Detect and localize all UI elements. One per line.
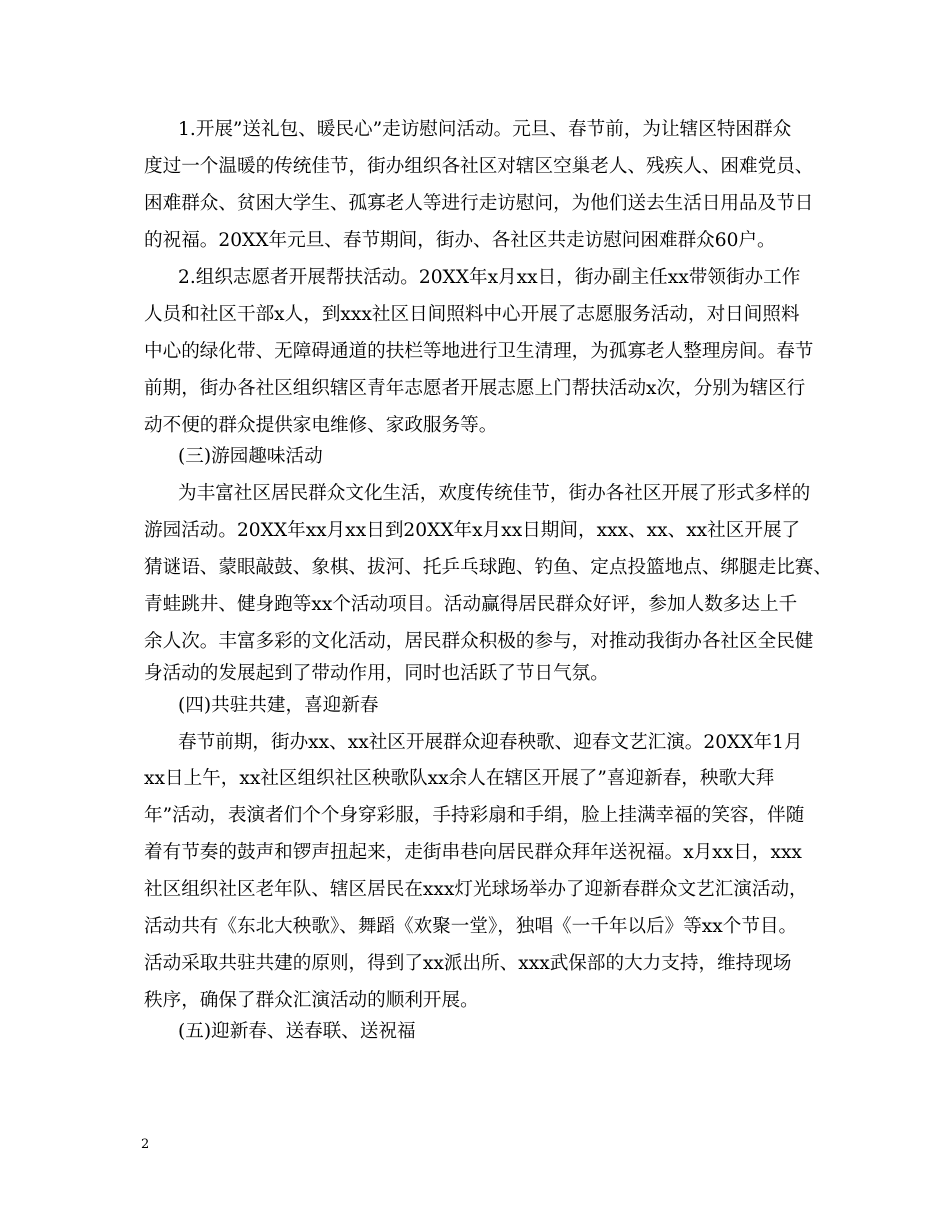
section-heading: (五)迎新春、送春联、送祝福 — [178, 1021, 416, 1042]
paragraph-line: 活动共有《东北大秧歌》、舞蹈《欢聚一堂》，独唱《一千年以后》等xx个节目。 — [144, 916, 798, 937]
section-heading: (四)共驻共建，喜迎新春 — [178, 695, 379, 716]
paragraph-line: 青蛙跳井、健身跑等xx个活动项目。活动赢得居民群众好评，参加人数多达上千 — [144, 594, 798, 615]
paragraph-line: 2.组织志愿者开展帮扶活动。20XX年x月xx日，街办副主任xx带领街办工作 — [178, 267, 801, 288]
paragraph-line: 度过一个温暖的传统佳节，街办组织各社区对辖区空巢老人、残疾人、困难党员、 — [144, 156, 814, 177]
paragraph-line: 着有节奏的鼓声和锣声扭起来，走街串巷向居民群众拜年送祝福。x月xx日，xxx — [144, 842, 802, 863]
paragraph-line: 活动采取共驻共建的原则，得到了xx派出所、xxx武保部的大力支持，维持现场 — [144, 953, 792, 974]
paragraph-line: 身活动的发展起到了带动作用，同时也活跃了节日气氛。 — [144, 663, 609, 684]
paragraph-line: 为丰富社区居民群众文化生活，欢度传统佳节，街办各社区开展了形式多样的 — [178, 483, 811, 504]
paragraph-line: 余人次。丰富多彩的文化活动，居民群众积极的参与，对推动我街办各社区全民健 — [144, 631, 814, 652]
paragraph-line: 前期，街办各社区组织辖区青年志愿者开展志愿上门帮扶活动x次，分别为辖区行 — [144, 378, 806, 399]
paragraph-line: 的祝福。20XX年元旦、春节期间，街办、各社区共走访慰问困难群众60户。 — [144, 230, 776, 251]
paragraph-line: 人员和社区干部x人，到xxx社区日间照料中心开展了志愿服务活动，对日间照料 — [144, 304, 800, 325]
paragraph-line: 游园活动。20XX年xx月xx日到20XX年x月xx日期间，xxx、xx、xx社区开展了 — [144, 520, 801, 541]
paragraph-line: 社区组织社区老年队、辖区居民在xxx灯光球场举办了迎新春群众文艺汇演活动， — [144, 879, 808, 900]
page-number: 2 — [141, 1137, 150, 1152]
paragraph-line: 中心的绿化带、无障碍通道的扶栏等地进行卫生清理，为孤寡老人整理房间。春节 — [144, 341, 814, 362]
section-heading: (三)游园趣味活动 — [178, 446, 323, 467]
paragraph-line: 1.开展”送礼包、暖民心”走访慰问活动。元旦、春节前，为让辖区特困群众 — [178, 119, 792, 140]
paragraph-line: 年”活动，表演者们个个身穿彩服，手持彩扇和手绢，脸上挂满幸福的笑容，伴随 — [144, 805, 805, 826]
paragraph-line: 困难群众、贫困大学生、孤寡老人等进行走访慰问，为他们送去生活日用品及节日 — [144, 193, 814, 214]
paragraph-line: 猜谜语、蒙眼敲鼓、象棋、拔河、托乒乓球跑、钓鱼、定点投篮地点、绑腿走比赛、 — [144, 557, 832, 578]
paragraph-line: 秩序，确保了群众汇演活动的顺利开展。 — [144, 990, 479, 1011]
paragraph-line: 春节前期，街办xx、xx社区开展群众迎春秧歌、迎春文艺汇演。20XX年1月 — [178, 732, 803, 753]
paragraph-line: 动不便的群众提供家电维修、家政服务等。 — [144, 415, 498, 436]
paragraph-line: xx日上午，xx社区组织社区秧歌队xx余人在辖区开展了”喜迎新春，秧歌大拜 — [144, 768, 775, 789]
